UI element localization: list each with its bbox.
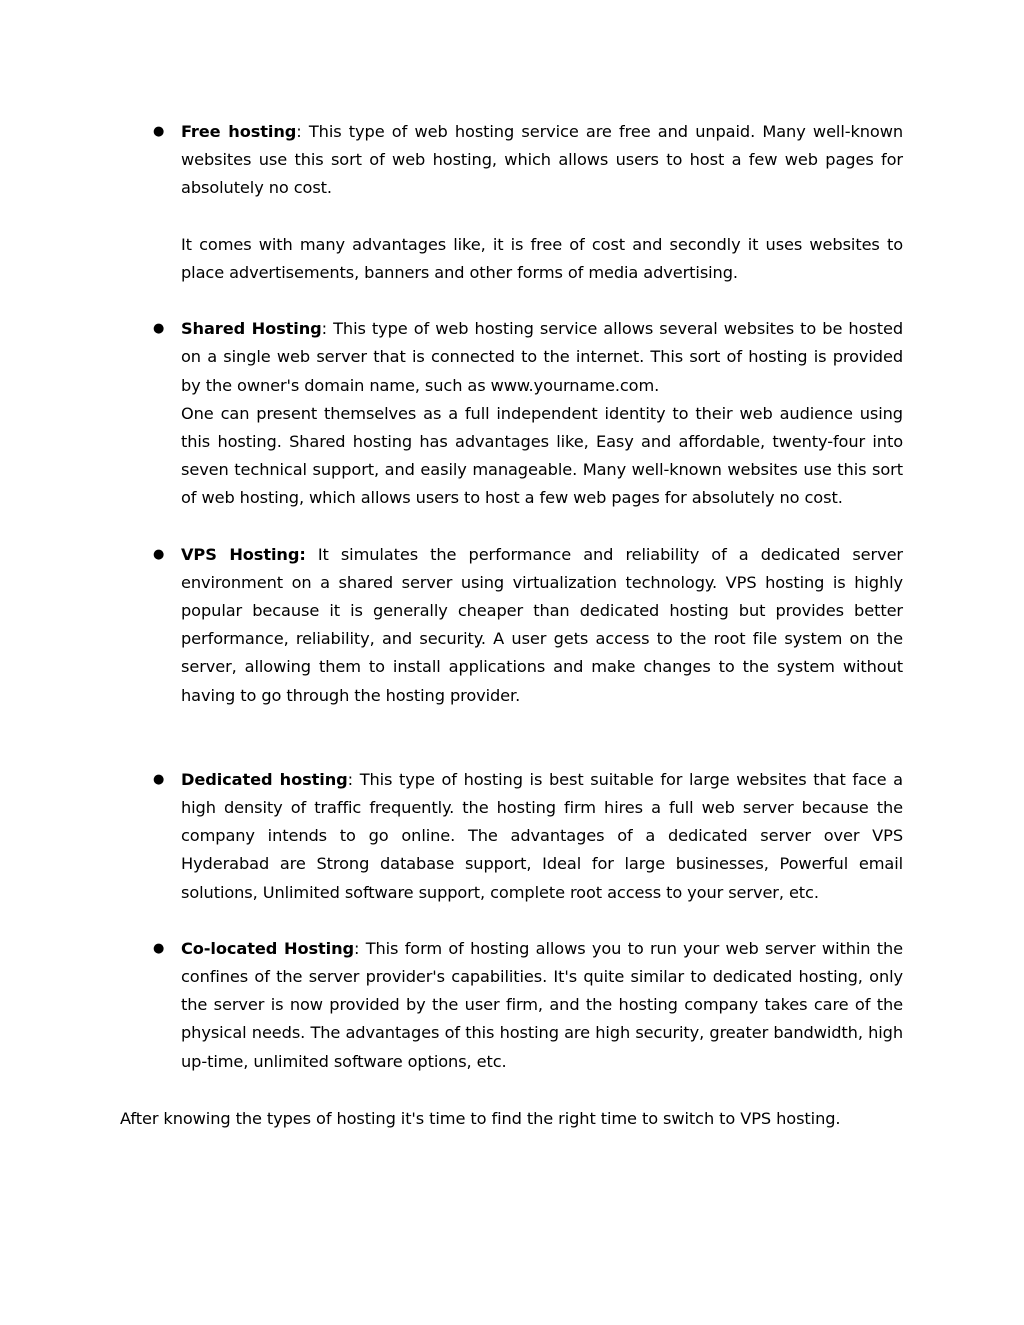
hosting-types-list: [120, 118, 903, 1104]
bullet-icon: ●: [153, 771, 165, 787]
list-item-co-located-hosting: [120, 935, 903, 1076]
list-item-dedicated-hosting: [120, 766, 903, 907]
item-term-separator: :: [321, 319, 328, 339]
bullet-icon: ●: [153, 546, 165, 562]
bullet-icon: ●: [153, 124, 165, 139]
list-item-free-hosting: [120, 118, 903, 287]
closing-paragraph: After knowing the types of hosting it's time to find the right time to switch to VPS hosting.: [120, 1109, 841, 1128]
item-term-separator: :: [296, 122, 302, 141]
item-term-separator: :: [347, 769, 353, 789]
bullet-icon: ●: [153, 940, 165, 956]
bullet-icon: ●: [153, 321, 165, 337]
item-description: This form of hosting allows you to run your web server within the confines of the server provider's capabilities. It's quite similar to dedicated hosting, only the server is now provided by the user firm, and the hosting company takes care of the physical needs. The advantages of this hosting are high security, greater bandwidth, high up-time, unlimited software options, etc.: [181, 938, 904, 1071]
item-term: Free hosting: [181, 122, 297, 141]
item-paragraph: [181, 541, 903, 710]
item-paragraph: [181, 315, 903, 400]
item-paragraph: [181, 118, 903, 203]
item-extra-paragraph: One can present themselves as a full independent identity to their web audience using this hosting. Shared hosting has advantages like, Easy and affordable, twenty-four into seven technical support, and easily manageable. Many well-known websites use this sort of web hosting, which allows users to host a few web pages for absolutely no cost.: [181, 403, 903, 508]
item-extra-paragraph: It comes with many advantages like, it is free of cost and secondly it uses websites to place advertisements, banners and other forms of media advertising.: [181, 234, 903, 282]
item-term: VPS Hosting:: [181, 544, 306, 564]
item-description: This type of web hosting service allows several websites to be hosted on a single web server that is connected to the internet. This sort of hosting is provided by the owner's domain name, such as www.yourname.com.: [181, 319, 904, 395]
list-item-vps-hosting: [120, 541, 903, 710]
item-term: Shared Hosting: [181, 319, 322, 339]
list-item-shared-hosting: [120, 315, 903, 512]
item-paragraph: [181, 935, 903, 1076]
item-description: This type of web hosting service are free and unpaid. Many well-known websites use this sort of web hosting, which allows users to host a few web pages for absolutely no cost.: [181, 122, 904, 198]
item-term-separator: :: [354, 938, 360, 958]
item-description: This type of hosting is best suitable for large websites that face a high density of traffic frequently. the hosting firm hires a full web server because the company intends to go online. The advantages of a dedicated server over VPS Hyderabad are Strong database support, Ideal for large businesses, Powerful email solutions, Unlimited software support, complete root access to your server, etc.: [181, 769, 903, 902]
item-term: Co-located Hosting: [181, 938, 355, 958]
item-description: It simulates the performance and reliability of a dedicated server environment on a shared server using virtualization technology. VPS hosting is highly popular because it is generally cheaper than dedicated hosting but provides better performance, reliability, and security. A user gets access to the root file system on the server, allowing them to install applications and make changes to the system without having to go through the hosting provider.: [181, 544, 903, 705]
item-paragraph: [181, 766, 903, 907]
item-term: Dedicated hosting: [181, 769, 348, 789]
